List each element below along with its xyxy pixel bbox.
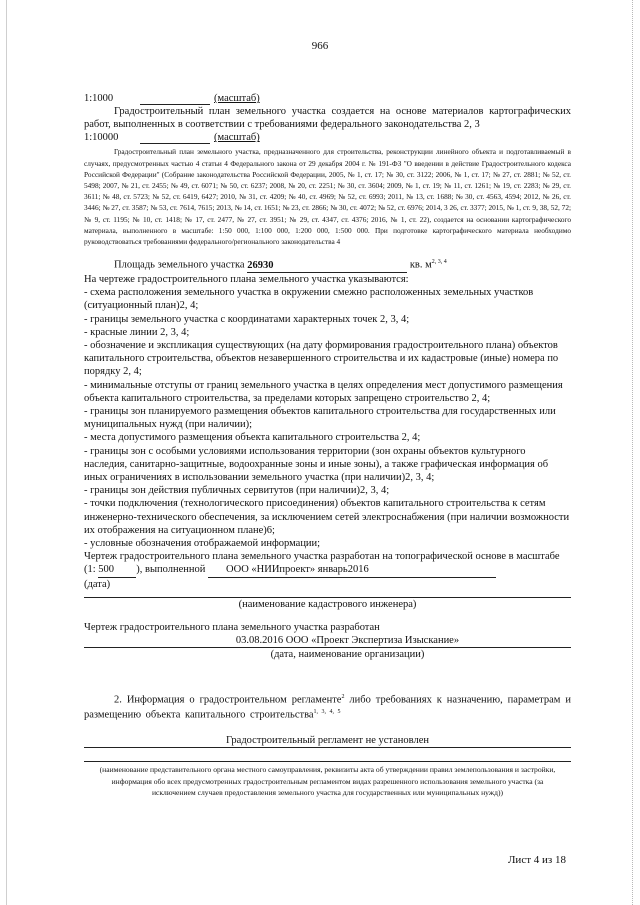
section-2-heading: [84, 691, 571, 722]
drawing-item: - границы зон планируемого размещения объектов капитального строительства для государственных или муниципальных нужд (при наличии);: [84, 405, 556, 431]
scale-row-1: [84, 92, 571, 105]
area-sup: 2, 3, 4: [431, 259, 447, 266]
section-2-text-a: 2. Информация о градостроительном регламенте: [114, 694, 342, 706]
date-caption: (дата): [84, 578, 111, 590]
scale-2-value: 1:10000: [84, 132, 119, 144]
area-value-text: 26930: [247, 259, 274, 271]
drawing-item: - минимальные отступы от границ земельного участка в целях определения мест допустимого размещения объекта капитального строительства, за пределами которых запрещено строительство 2, 4;: [84, 379, 563, 404]
topo-scale-text: 500: [98, 564, 115, 576]
section-2-sup-b: 1, 3, 4, 5: [313, 709, 341, 716]
drawing-item: - места допустимого размещения объекта капитального строительства 2, 4;: [84, 432, 421, 444]
drawing-item: - границы земельного участка с координатами характерных точек 2, 3, 4;: [84, 313, 410, 325]
topo-line: [84, 563, 571, 577]
scan-right-edge: [632, 0, 634, 905]
drawing-item: - схема расположения земельного участка в окружении смежно расположенных земельных участков (ситуационный план)2, 4;: [84, 287, 534, 312]
topo-open: (1:: [84, 564, 96, 576]
section-2-text-b: либо требованиях к назначению, параметрам и размещению объекта капитального строительства: [84, 694, 571, 721]
scale-1-value: 1:1000: [84, 93, 114, 104]
drawing-items-list: [84, 286, 571, 550]
drawing-item: - красные линии 2, 3, 4;: [84, 326, 190, 338]
topo-organization-text: ООО «НИИпроект» январь2016: [226, 564, 369, 576]
regulation-statement: Градостроительный регламент не установлен: [84, 734, 571, 748]
drawing-item: - границы зон действия публичных сервитутов (при наличии)2, 3, 4;: [84, 485, 390, 497]
engineer-caption: (наименование кадастрового инженера): [238, 598, 417, 610]
area-value: [247, 259, 407, 273]
scale-2-label: (масштаб): [214, 132, 260, 144]
topo-sentence: Чертеж градостроительного плана земельного участка разработан на топографической основе в масштабе: [84, 551, 560, 563]
scale-1-label: (масштаб): [214, 93, 260, 104]
area-line: [84, 256, 571, 273]
regulation-caption: (наименование представительного органа местного самоуправления, реквизиты акта об утверждении правил землепользования и застройки, информация обо всех предусмотренных градостроительным регламентом видах разрешенного использования земельного участка (за исключением случаев предоставления земельного участка для государственных или муниципальных нужд)): [99, 765, 556, 798]
topo-scale: [98, 563, 136, 577]
drawing-item: - точки подключения (технологического присоединения) объектов капитального строительства к сетям инженерно-технического обеспечения, за исключением сетей электроснабжения (при наличии возможности их отображения на ситуационном плане)6;: [84, 498, 570, 536]
section-2-sup-a: 2: [341, 693, 345, 700]
scan-left-edge: [6, 0, 7, 905]
developed-caption: (дата, наименование организации): [270, 649, 425, 661]
scale-row-2: [84, 131, 571, 144]
regulation-extra-line: [84, 761, 571, 762]
drawing-item: - условные обозначения отображаемой информации;: [84, 538, 321, 549]
drawing-intro: На чертеже градостроительного плана земельного участка указываются:: [84, 273, 409, 285]
developed-value: 03.08.2016 ООО «Проект Экспертиза Изыскание»: [84, 634, 571, 648]
sheet-counter: Лист 4 из 18: [507, 854, 566, 866]
small-legal-paragraph: Градостроительный план земельного участка, предназначенного для строительства, реконструкции линейного объекта и подготавливаемый в случаях, предусмотренных частью 4 статьи 4 Федерального закона от 29 декабря 2004 г. № 191-ФЗ "О введении в действие Градостроительного кодекса Российской Федерации" (Собрание законодательства Российской Федерации, 2005, № 1, ст. 17; № 30, ст. 3122; 2006, № 1, ст. 17; № 27, ст. 2881; № 52, ст. 5498; 2007, № 21, ст. 2455; № 49, ст. 6071; № 50, ст. 6237; 2008, № 20, ст. 2251; № 30, ст. 3604; 2009, № 1, ст. 19; № 11, ст. 1261; № 19, ст. 2283; № 29, ст. 3611; № 48, ст. 5723; № 52, ст. 6419, 6427; 2010, № 31, ст. 4209; № 40, ст. 4969; № 52, ст. 6993; 2011, № 13, ст. 1688; № 30, ст. 4563, 4594; 2012, № 26, ст. 3446; № 27, ст. 3587; № 53, ст. 7614, 7615; 2013, № 14, ст. 1651; № 23, ст. 2866; № 30, ст. 4072; № 52, ст. 6976; 2014, 3 26, ст. 3377; 2015, № 1, ст. 9, 38, 52, 72; № 9, ст. 1195; № 10, ст. 1418; № 17, ст. 2477, № 27, ст. 3951; № 29, ст. 4347, ст. 4376; 2016, № 1, ст. 22), создается на основании картографического материала, выполненного в масштабе: 1:50 000, 1:100 000, 1:200 000, 1:500 000. При подготовке картографического материала необходимо руководствоваться требованиями федерального/регионального законодательства 4: [84, 147, 571, 247]
area-label: Площадь земельного участка: [114, 259, 245, 271]
drawing-item: - обозначение и экспликация существующих (на дату формирования градостроительного плана) объектов капитального строительства, объектов незавершенного строительства и их кадастровые (иные) номера по порядку 2, 4;: [84, 339, 559, 378]
area-unit: кв. м: [409, 259, 432, 271]
page-number: 966: [311, 40, 329, 52]
drawing-item: - границы зон с особыми условиями использования территории (зон охраны объектов культурного наследия, санитарно-защитные, водоохранные зоны и иные зоны), а также графическая информация об иных ограничениях в использовании земельного участка (при наличии)2, 3, 4;: [84, 445, 549, 483]
developed-label: Чертеж градостроительного плана земельного участка разработан: [84, 622, 380, 634]
topo-organization: [208, 563, 496, 577]
scale-2-underline: [140, 143, 210, 144]
document-body: [84, 92, 571, 798]
scale-intro: Градостроительный план земельного участка создается на основе материалов картографических работ, выполненных в соответствии с требованиями федерального законодательства 2, 3: [84, 106, 571, 131]
topo-close: ), выполненной: [136, 564, 206, 576]
